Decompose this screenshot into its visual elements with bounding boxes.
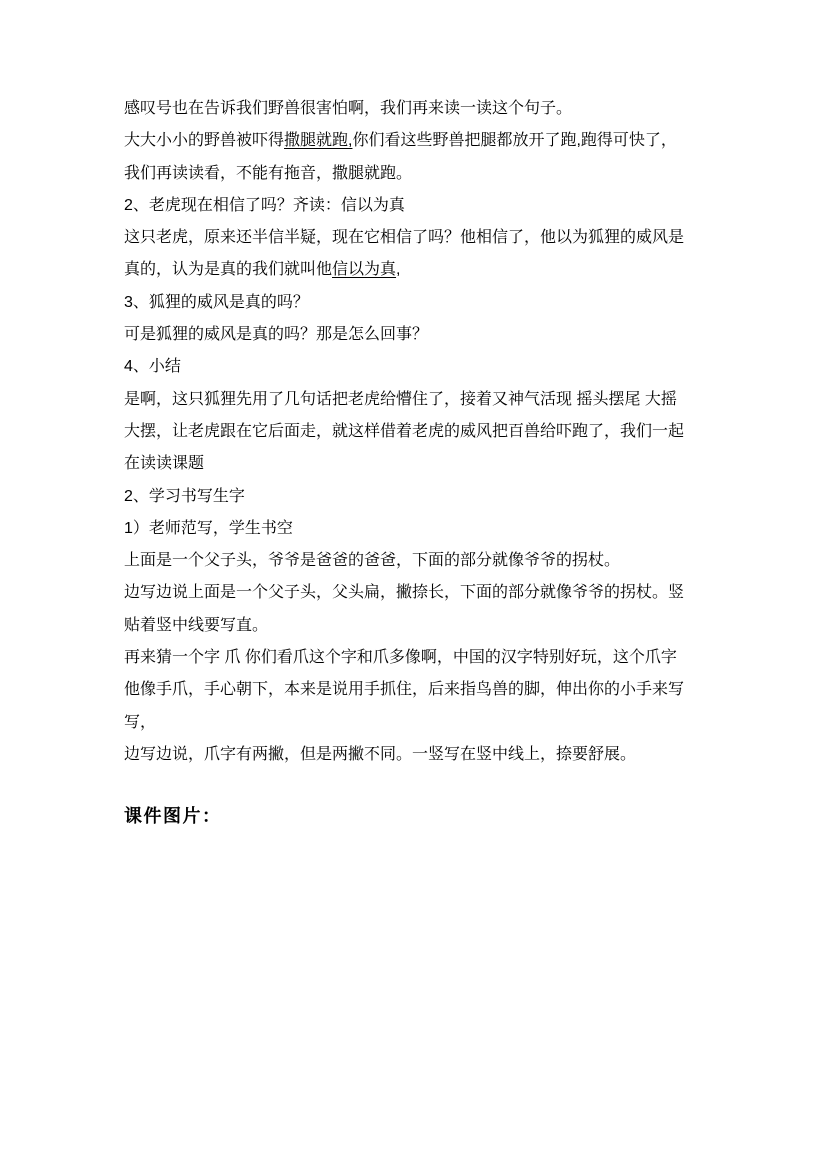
text-run: 写， xyxy=(124,713,157,731)
text-run: 是啊，这只狐狸先用了几句话把老虎给懵住了，接着又神气活现 摇头摆尾 大摇 xyxy=(124,390,677,408)
text-line xyxy=(124,674,745,706)
text-line xyxy=(124,351,745,383)
text-line xyxy=(124,481,745,513)
text-run: 你们看这些野兽把腿都放开了跑,跑得可快了， xyxy=(352,132,677,150)
text-line xyxy=(124,577,745,609)
text-line xyxy=(124,513,745,545)
text-run: 3、狐狸的威风是真的吗？ xyxy=(124,293,309,311)
text-run: 边写边说上面是一个父子头，父头扁，撇捺长，下面的部分就像爷爷的拐杖。竖 xyxy=(124,584,685,602)
text-run: 再来猜一个字 爪 你们看爪这个字和爪多像啊，中国的汉字特别好玩，这个爪字 xyxy=(124,649,677,667)
text-line xyxy=(124,739,745,771)
text-run: 我们再读读看，不能有拖音，撒腿就跑。 xyxy=(124,164,413,182)
text-line xyxy=(124,287,745,319)
text-run: 大摆，让老虎跟在它后面走，就这样借着老虎的威风把百兽给吓跑了，我们一起 xyxy=(124,422,685,440)
underlined-text: 信以为真 xyxy=(332,261,397,279)
text-run: 感叹号也在告诉我们野兽很害怕啊，我们再来读一读这个句子。 xyxy=(124,100,573,117)
text-run: 真的，认为是真的我们就叫他 xyxy=(124,261,333,279)
text-line xyxy=(124,448,745,480)
text-line xyxy=(124,384,745,416)
text-run: 2、老虎现在相信了吗？齐读：信以为真 xyxy=(124,196,405,214)
text-line xyxy=(124,707,745,739)
text-run: 贴着竖中线要写直。 xyxy=(124,616,269,634)
text-line xyxy=(124,190,745,222)
text-line xyxy=(124,319,745,351)
text-line xyxy=(124,254,745,286)
text-run: 在读读课题 xyxy=(124,455,205,473)
text-run: 这只老虎，原来还半信半疑，现在它相信了吗？他相信了，他以为狐狸的威风是 xyxy=(124,229,685,247)
text-run: , xyxy=(396,261,401,279)
text-line xyxy=(124,610,745,642)
text-run: 大大小小的野兽被吓得 xyxy=(124,132,285,150)
text-line xyxy=(124,125,745,157)
text-line xyxy=(124,222,745,254)
section-heading: 课件图片： xyxy=(124,806,222,827)
text-line xyxy=(124,545,745,577)
text-line xyxy=(124,416,745,448)
text-run: 可是狐狸的威风是真的吗？那是怎么回事？ xyxy=(124,326,429,344)
text-line xyxy=(124,158,745,190)
underlined-text: 撒腿就跑, xyxy=(284,132,353,150)
text-run: 4、小结 xyxy=(124,358,181,376)
text-run: 他像手爪，手心朝下，本来是说用手抓住，后来指鸟兽的脚，伸出你的小手来写 xyxy=(124,681,685,699)
text-run: 1）老师范写，学生书空 xyxy=(124,519,293,537)
text-line xyxy=(124,642,745,674)
text-run: 边写边说，爪字有两撇，但是两撇不同。一竖写在竖中线上，捺要舒展。 xyxy=(124,745,637,763)
text-run: 2、学习书写生字 xyxy=(124,487,245,505)
text-line xyxy=(124,93,745,125)
text-block xyxy=(124,93,745,771)
text-run: 上面是一个父子头，爷爷是爸爸的爸爸，下面的部分就像爷爷的拐杖。 xyxy=(124,552,621,570)
